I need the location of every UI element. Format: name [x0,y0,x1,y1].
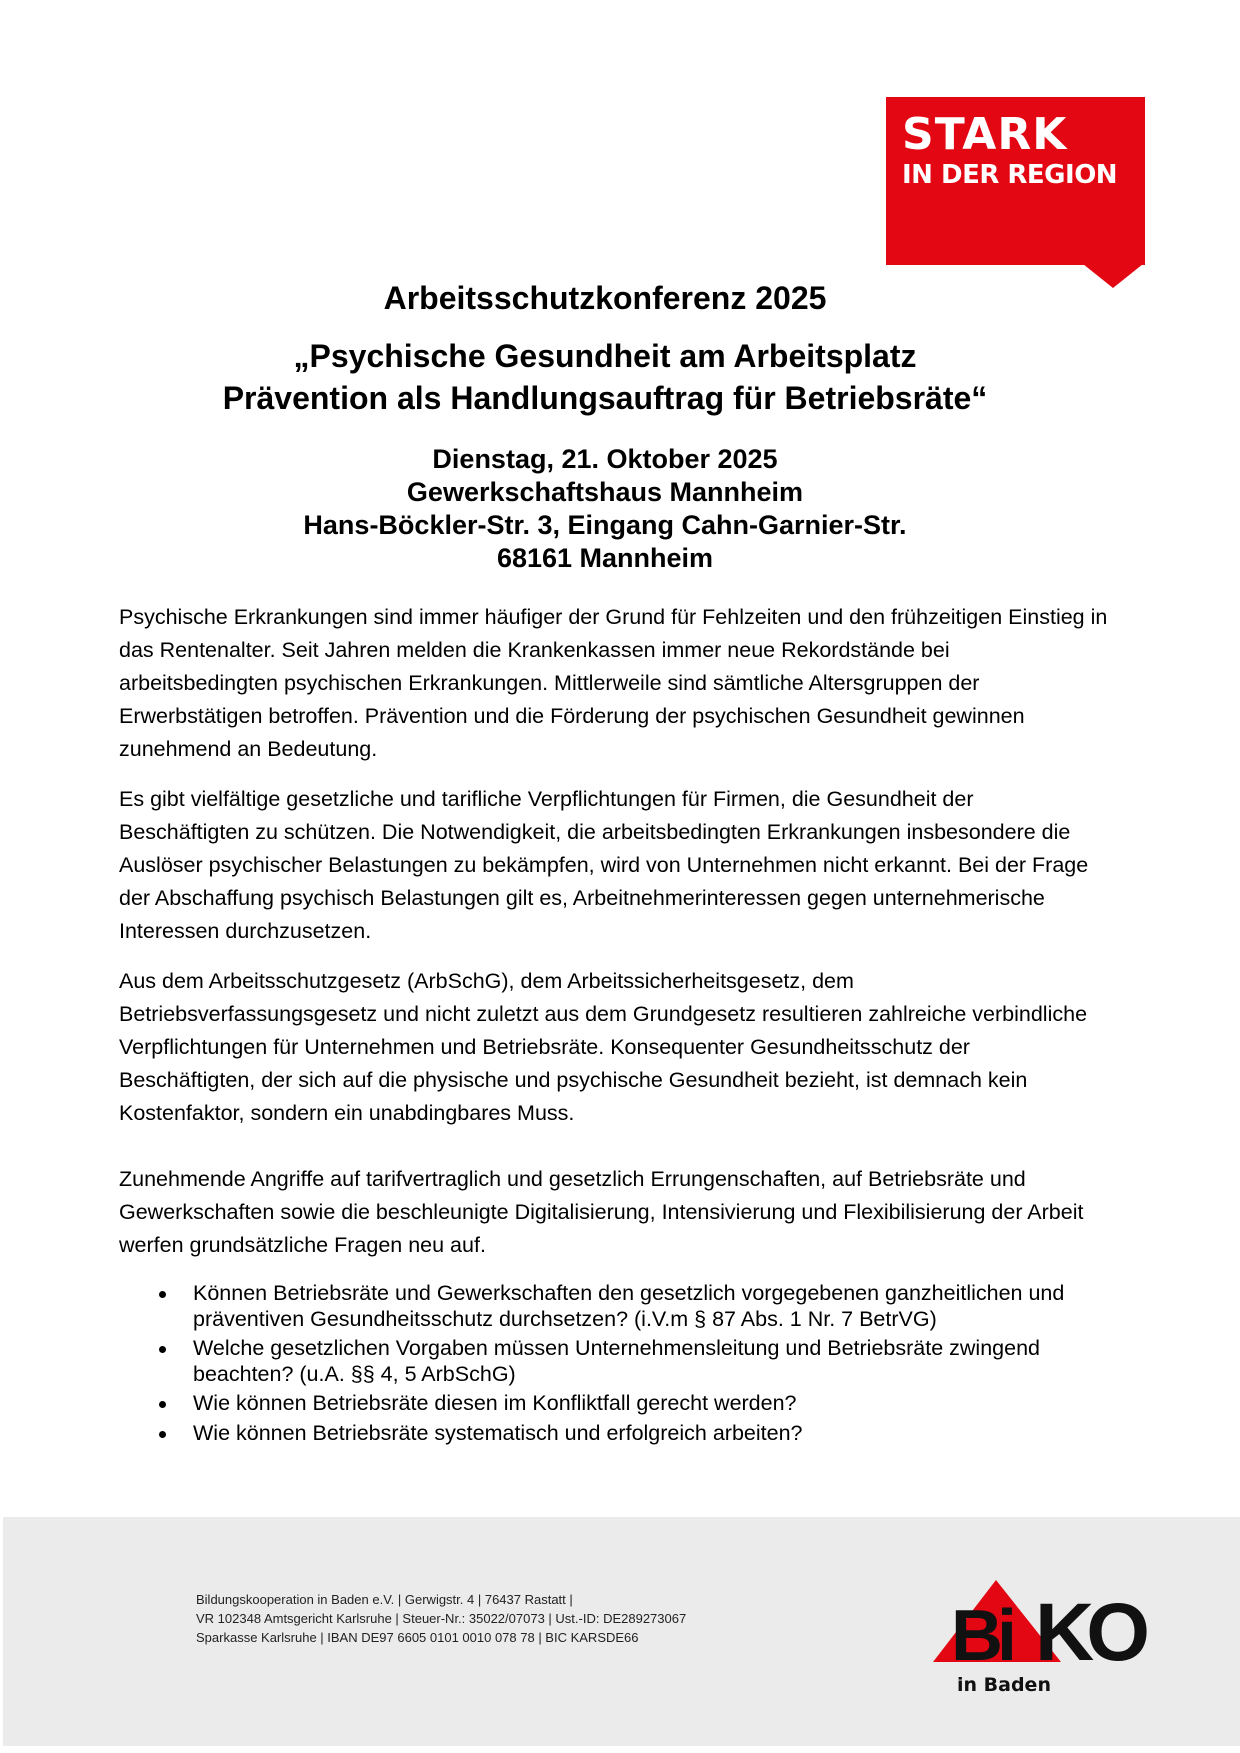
biko-subtitle: in Baden [957,1674,1051,1696]
paragraph-legal-basis: Aus dem Arbeitsschutzgesetz (ArbSchG), dem Arbeitssicherheitsgesetz, dem Betriebsverfassungsgesetz und nicht zuletzt aus dem Grundgesetz resultieren zahlreiche verbindliche Verpflichtungen für Unternehmen und Betriebsräte. Konsequenter Gesundheitsschutz der Beschäftigten, der sich auf die physische und psychische Gesundheit bezieht, ist demnach kein Kostenfaktor, sondern ein unabdingbares Muss. [119,969,1088,1125]
biko-ko: KO [1035,1587,1142,1678]
question-item: Wie können Betriebsräte diesen im Konfliktfall gerecht werden? [193,1391,1093,1417]
paragraph-challenges: Zunehmende Angriffe auf tarifvertraglich und gesetzlich Errungenschaften, auf Betriebsräte und Gewerkschaften sowie die beschleunigte Digitalisierung, Intensivierung und Flexibilisierung der Arbeit werfen grundsätzliche Fragen neu auf. [119,1167,1084,1257]
question-item: Wie können Betriebsräte systematisch und erfolgreich arbeiten? [193,1421,1093,1447]
event-date: Dienstag, 21. Oktober 2025 [432,444,778,474]
footer-imprint [196,1590,686,1647]
subtitle-line-1: „Psychische Gesundheit am Arbeitsplatz [293,338,917,374]
document-subtitle [0,335,1210,419]
paragraph-intro: Psychische Erkrankungen sind immer häufiger der Grund für Fehlzeiten und den frühzeitigen Einstieg in das Rentenalter. Seit Jahren melden die Krankenkassen immer neue Rekordstände bei arbeitsbedingten psychischen Erkrankungen. Mittlerweile sind sämtliche Altersgruppen der Erwerbstätigen betroffen. Prävention und die Förderung der psychischen Gesundheit gewinnen zunehmend an Bedeutung. [119,605,1108,761]
event-venue: Gewerkschaftshaus Mannheim [406,477,804,507]
biko-in-baden-logo [923,1567,1163,1707]
event-info [0,443,1210,575]
logo-line-1: STARK [902,109,1068,160]
paragraph-obligations: Es gibt vielfältige gesetzliche und tarifliche Verpflichtungen für Firmen, die Gesundheit der Beschäftigten zu schützen. Die Notwendigkeit, die arbeitsbedingten Erkrankungen insbesondere die Auslöser psychischer Belastungen zu bekämpfen, wird von Unternehmen nicht erkannt. Bei der Frage der Abschaffung psychisch Belastungen gilt es, Arbeitnehmerinteressen gegen unternehmerische Interessen durchzusetzen. [119,787,1089,943]
event-city: 68161 Mannheim [496,543,714,573]
questions-list [193,1281,1093,1450]
biko-bi: Bi [951,1596,1011,1676]
subtitle-line-2: Prävention als Handlungsauftrag für Betriebsräte“ [222,380,988,416]
question-item: Welche gesetzlichen Vorgaben müssen Unternehmensleitung und Betriebsräte zwingend beachten? (u.A. §§ 4, 5 ArbSchG) [193,1336,1093,1387]
logo-line-2: IN DER REGION [902,160,1118,190]
document-title: Arbeitsschutzkonferenz 2025 [383,280,827,316]
question-item: Können Betriebsräte und Gewerkschaften den gesetzlich vorgegebenen ganzheitlichen und präventiven Gesundheitsschutz durchsetzen? (i.V.m § 87 Abs. 1 Nr. 7 BetrVG) [193,1281,1093,1332]
stark-in-der-region-logo [886,97,1145,265]
footer-bank: Sparkasse Karlsruhe | IBAN DE97 6605 0101 0010 078 78 | BIC KARSDE66 [196,1630,639,1645]
event-address: Hans-Böckler-Str. 3, Eingang Cahn-Garnier-Str. [303,510,907,540]
footer [3,1517,1240,1746]
footer-address: Bildungskooperation in Baden e.V. | Gerwigstr. 4 | 76437 Rastatt | [196,1592,573,1607]
footer-registration: VR 102348 Amtsgericht Karlsruhe | Steuer-Nr.: 35022/07073 | Ust.-ID: DE289273067 [196,1611,687,1626]
